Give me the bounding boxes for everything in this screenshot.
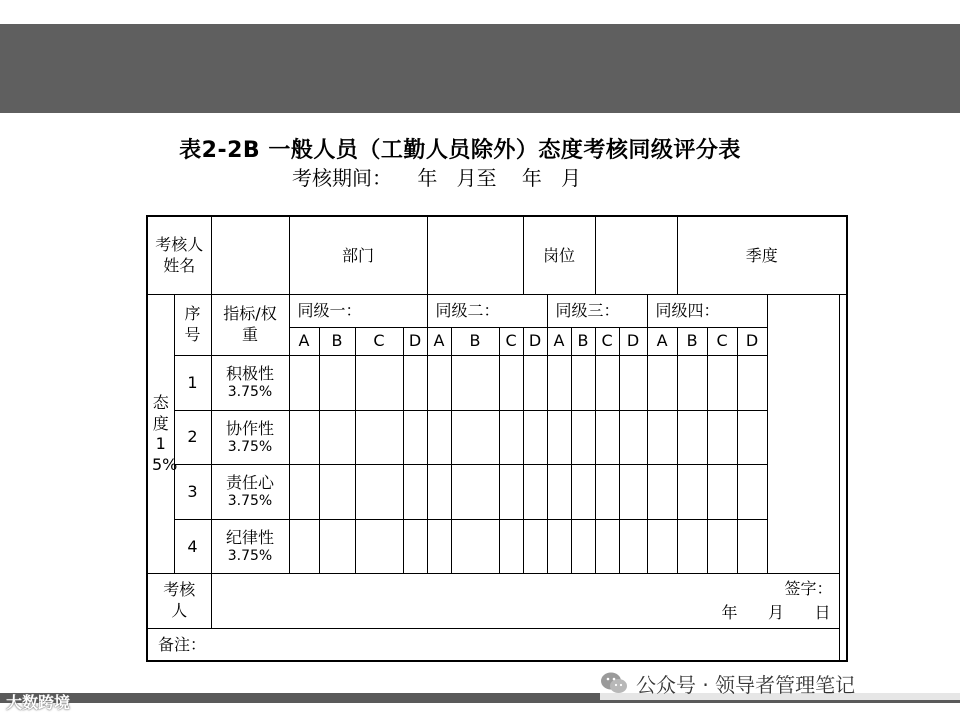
dept-label-cell [289, 216, 427, 295]
right-empty-cell [767, 295, 839, 574]
grade-header: A [547, 327, 571, 355]
score-cell[interactable] [289, 410, 319, 465]
post-value-cell[interactable] [595, 216, 677, 295]
score-cell[interactable] [523, 410, 547, 465]
season-label: 季度 [745, 245, 778, 265]
remark-cell[interactable] [147, 629, 839, 661]
score-cell[interactable] [499, 356, 523, 411]
score-cell[interactable] [499, 410, 523, 465]
seq-label: 序号 [184, 304, 201, 345]
score-cell[interactable] [647, 465, 677, 520]
score-cell[interactable] [289, 465, 319, 520]
indicator-weight: 3.75% [227, 493, 273, 510]
grade-header: B [571, 327, 595, 355]
season-label-cell [677, 216, 847, 295]
indicator-name: 积极性 [225, 364, 274, 384]
score-cell[interactable] [427, 519, 451, 574]
remark-row [147, 629, 847, 661]
grade-header: B [677, 327, 707, 355]
score-cell[interactable] [289, 356, 319, 411]
post-label-cell [523, 216, 595, 295]
score-cell[interactable] [571, 465, 595, 520]
table-row [147, 410, 847, 465]
score-cell[interactable] [355, 465, 403, 520]
score-cell[interactable] [595, 465, 619, 520]
attitude-label-cell [147, 295, 178, 574]
score-cell[interactable] [647, 356, 677, 411]
grade-header: D [737, 327, 767, 355]
grade-header: D [403, 327, 427, 355]
score-cell[interactable] [571, 410, 595, 465]
assessor-label-cell [147, 574, 211, 629]
score-cell[interactable] [707, 356, 737, 411]
score-cell[interactable] [451, 519, 499, 574]
assessor-row [147, 574, 847, 629]
grade-header: A [427, 327, 451, 355]
name-label-cell [147, 216, 211, 295]
item-number: 4 [174, 519, 211, 574]
indicator-cell [211, 410, 289, 465]
indicator-label: 指标/权重 [223, 304, 277, 345]
header-row [147, 216, 847, 295]
score-cell[interactable] [355, 519, 403, 574]
indicator-weight: 3.75% [227, 438, 273, 455]
score-cell[interactable] [319, 519, 355, 574]
grade-header: D [523, 327, 547, 355]
score-cell[interactable] [451, 356, 499, 411]
peer-group-2: 同级二： [427, 295, 547, 327]
score-cell[interactable] [677, 410, 707, 465]
score-cell[interactable] [571, 519, 595, 574]
indicator-name: 责任心 [225, 473, 274, 493]
score-cell[interactable] [595, 519, 619, 574]
table-row [147, 356, 847, 411]
grade-header: C [595, 327, 619, 355]
score-cell[interactable] [289, 519, 319, 574]
item-number: 3 [174, 465, 211, 520]
dept-value-cell[interactable] [427, 216, 523, 295]
post-label: 岗位 [543, 245, 576, 265]
table-row [147, 465, 847, 520]
grade-header: D [619, 327, 647, 355]
indicator-label-cell [211, 295, 289, 356]
score-cell[interactable] [451, 410, 499, 465]
score-cell[interactable] [319, 410, 355, 465]
score-cell[interactable] [619, 410, 647, 465]
score-cell[interactable] [523, 519, 547, 574]
grade-header: A [647, 327, 677, 355]
seq-label-cell [174, 295, 211, 356]
remark-label: 备注： [158, 634, 207, 654]
score-cell[interactable] [737, 356, 767, 411]
item-number: 2 [174, 410, 211, 465]
score-cell[interactable] [707, 519, 737, 574]
score-cell[interactable] [619, 519, 647, 574]
watermark-left [6, 690, 70, 713]
score-cell[interactable] [737, 519, 767, 574]
score-cell[interactable] [619, 356, 647, 411]
group-row [147, 295, 847, 327]
watermark-left-text: 大数跨境 [6, 693, 71, 712]
score-cell[interactable] [677, 356, 707, 411]
score-cell[interactable] [403, 410, 427, 465]
score-cell[interactable] [595, 356, 619, 411]
score-cell[interactable] [677, 519, 707, 574]
score-cell[interactable] [499, 519, 523, 574]
score-cell[interactable] [595, 410, 619, 465]
attitude-label: 态度15% [151, 392, 178, 475]
score-cell[interactable] [737, 410, 767, 465]
score-cell[interactable] [737, 465, 767, 520]
grade-header: B [319, 327, 355, 355]
score-cell[interactable] [647, 519, 677, 574]
grade-header: C [499, 327, 523, 355]
table-title: 表2-2B 一般人员（工勤人员除外）态度考核同级评分表 [179, 138, 741, 163]
peer-group-1: 同级一： [289, 295, 427, 327]
peer-group-3: 同级三： [547, 295, 647, 327]
wechat-icon [600, 670, 628, 696]
score-cell[interactable] [523, 465, 547, 520]
score-cell[interactable] [619, 465, 647, 520]
score-cell[interactable] [647, 410, 677, 465]
watermark-right-text: 公众号 · 领导者管理笔记 [636, 672, 856, 697]
watermark-right [600, 666, 960, 700]
score-cell[interactable] [547, 519, 571, 574]
table-row [147, 519, 847, 574]
score-cell[interactable] [523, 356, 547, 411]
score-cell[interactable] [355, 410, 403, 465]
assessment-period: 考核期间： 年 月至 年 月 [292, 166, 582, 190]
indicator-cell [211, 356, 289, 411]
grade-header: B [451, 327, 499, 355]
score-cell[interactable] [403, 519, 427, 574]
score-cell[interactable] [547, 465, 571, 520]
score-cell[interactable] [499, 465, 523, 520]
name-label: 考核人姓名 [155, 234, 204, 275]
indicator-cell [211, 465, 289, 520]
assessor-label: 考核人 [163, 580, 196, 621]
score-cell[interactable] [403, 465, 427, 520]
score-cell[interactable] [571, 356, 595, 411]
signature-label: 签字： [784, 579, 833, 599]
score-cell[interactable] [403, 356, 427, 411]
signature-date: 年 月 日 [721, 603, 831, 623]
indicator-name: 纪律性 [225, 527, 274, 547]
header-band [0, 24, 960, 113]
name-value-cell[interactable] [211, 216, 289, 295]
item-number: 1 [174, 356, 211, 411]
indicator-cell [211, 519, 289, 574]
score-cell[interactable] [427, 465, 451, 520]
score-cell[interactable] [427, 356, 451, 411]
score-cell[interactable] [319, 356, 355, 411]
score-cell[interactable] [355, 356, 403, 411]
score-cell[interactable] [707, 465, 737, 520]
score-cell[interactable] [707, 410, 737, 465]
signature-cell[interactable] [211, 574, 839, 629]
grade-header: C [707, 327, 737, 355]
indicator-name: 协作性 [225, 418, 274, 438]
indicator-weight: 3.75% [227, 384, 273, 401]
dept-label: 部门 [342, 245, 375, 265]
score-cell[interactable] [319, 465, 355, 520]
score-cell[interactable] [451, 465, 499, 520]
score-cell[interactable] [547, 356, 571, 411]
peer-evaluation-table [146, 215, 848, 662]
score-cell[interactable] [677, 465, 707, 520]
grade-header: C [355, 327, 403, 355]
peer-group-4: 同级四： [647, 295, 767, 327]
grade-header: A [289, 327, 319, 355]
score-cell[interactable] [547, 410, 571, 465]
score-cell[interactable] [427, 410, 451, 465]
indicator-weight: 3.75% [227, 547, 273, 564]
